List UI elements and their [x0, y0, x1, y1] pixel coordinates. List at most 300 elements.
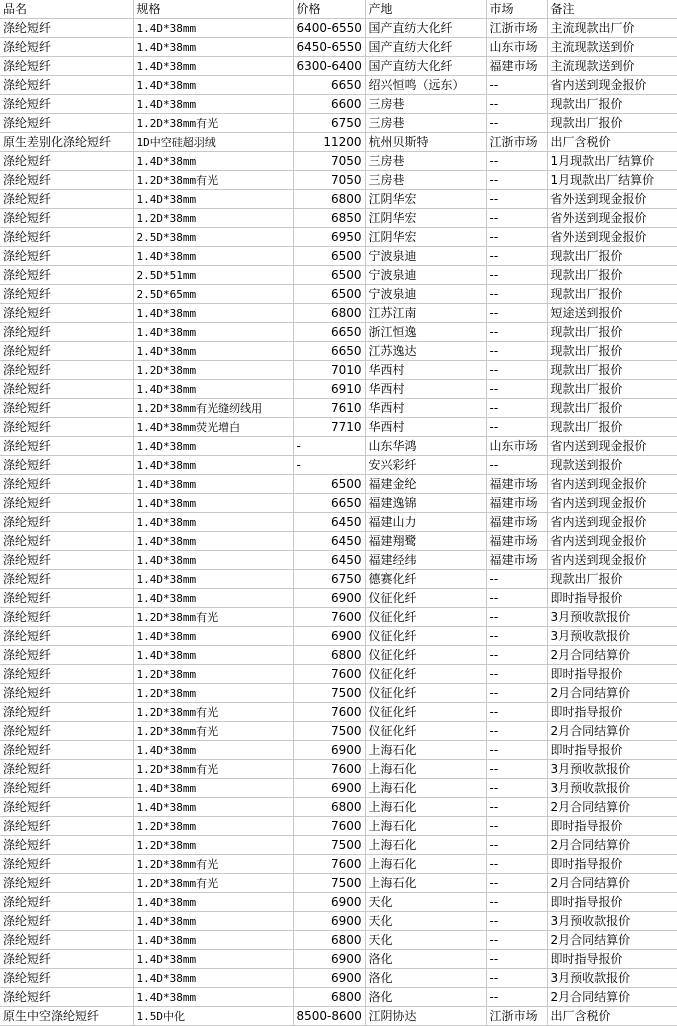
- market-cell: --: [486, 722, 547, 741]
- remark-cell: 2月合同结算价: [547, 646, 677, 665]
- price-cell: 6500: [293, 266, 365, 285]
- remark-cell: 即时指导报价: [547, 893, 677, 912]
- product-name-cell: 涤纶短纤: [0, 665, 133, 684]
- market-cell: --: [486, 152, 547, 171]
- product-name-cell: 涤纶短纤: [0, 589, 133, 608]
- spec-cell: 2.5D*38mm: [133, 228, 293, 247]
- spec-cell: 1.2D*38mm有光: [133, 703, 293, 722]
- market-cell: --: [486, 969, 547, 988]
- price-cell: 6850: [293, 209, 365, 228]
- market-cell: 江浙市场: [486, 1007, 547, 1026]
- origin-cell: 宁波泉迪: [365, 266, 486, 285]
- product-name-cell: 涤纶短纤: [0, 684, 133, 703]
- header-market: 市场: [486, 0, 547, 19]
- price-cell: 6650: [293, 76, 365, 95]
- origin-cell: 江阴华宏: [365, 228, 486, 247]
- market-cell: --: [486, 285, 547, 304]
- spec-cell: 2.5D*51mm: [133, 266, 293, 285]
- price-cell: 7710: [293, 418, 365, 437]
- table-row: [0, 665, 677, 684]
- table-row: [0, 969, 677, 988]
- product-name-cell: 涤纶短纤: [0, 266, 133, 285]
- origin-cell: 国产直纺大化纤: [365, 57, 486, 76]
- product-name-cell: 涤纶短纤: [0, 722, 133, 741]
- market-cell: --: [486, 988, 547, 1007]
- origin-cell: 仪征化纤: [365, 646, 486, 665]
- remark-cell: 现款出厂报价: [547, 114, 677, 133]
- remark-cell: 2月合同结算价: [547, 874, 677, 893]
- spec-cell: 1.2D*38mm: [133, 684, 293, 703]
- price-cell: 11200: [293, 133, 365, 152]
- price-cell: 7010: [293, 361, 365, 380]
- product-name-cell: 涤纶短纤: [0, 779, 133, 798]
- origin-cell: 宁波泉迪: [365, 285, 486, 304]
- remark-cell: 现款出厂报价: [547, 361, 677, 380]
- origin-cell: 仪征化纤: [365, 627, 486, 646]
- market-cell: --: [486, 171, 547, 190]
- table-row: [0, 209, 677, 228]
- product-name-cell: 涤纶短纤: [0, 741, 133, 760]
- market-cell: --: [486, 874, 547, 893]
- market-cell: --: [486, 665, 547, 684]
- table-row: [0, 494, 677, 513]
- market-cell: 福建市场: [486, 475, 547, 494]
- remark-cell: 1月现款出厂结算价: [547, 171, 677, 190]
- spec-cell: 1.4D*38mm: [133, 494, 293, 513]
- remark-cell: 即时指导报价: [547, 665, 677, 684]
- remark-cell: 2月合同结算价: [547, 798, 677, 817]
- remark-cell: 省内送到现金报价: [547, 551, 677, 570]
- origin-cell: 仪征化纤: [365, 722, 486, 741]
- price-cell: 6900: [293, 969, 365, 988]
- market-cell: --: [486, 741, 547, 760]
- price-cell: 7600: [293, 608, 365, 627]
- table-row: [0, 988, 677, 1007]
- price-cell: 6450: [293, 551, 365, 570]
- price-cell: 7600: [293, 703, 365, 722]
- table-row: [0, 950, 677, 969]
- price-cell: 6450: [293, 513, 365, 532]
- remark-cell: 省外送到现金报价: [547, 228, 677, 247]
- table-row: [0, 152, 677, 171]
- header-spec: 规格: [133, 0, 293, 19]
- spec-cell: 2.5D*65mm: [133, 285, 293, 304]
- product-name-cell: 涤纶短纤: [0, 760, 133, 779]
- market-cell: 江浙市场: [486, 19, 547, 38]
- spec-cell: 1.4D*38mm: [133, 190, 293, 209]
- table-row: [0, 836, 677, 855]
- price-cell: 6500: [293, 475, 365, 494]
- remark-cell: 主流现款送到价: [547, 57, 677, 76]
- table-row: [0, 627, 677, 646]
- price-cell: 6600: [293, 95, 365, 114]
- origin-cell: 三房巷: [365, 171, 486, 190]
- table-row: [0, 893, 677, 912]
- spec-cell: 1.4D*38mm: [133, 570, 293, 589]
- remark-cell: 省内送到现金报价: [547, 76, 677, 95]
- origin-cell: 江阴协达: [365, 1007, 486, 1026]
- origin-cell: 山东华鸿: [365, 437, 486, 456]
- price-cell: 7500: [293, 874, 365, 893]
- price-cell: -: [293, 456, 365, 475]
- price-cell: 6800: [293, 931, 365, 950]
- origin-cell: 上海石化: [365, 874, 486, 893]
- product-name-cell: 涤纶短纤: [0, 342, 133, 361]
- origin-cell: 华西村: [365, 380, 486, 399]
- table-row: [0, 76, 677, 95]
- table-row: [0, 380, 677, 399]
- remark-cell: 即时指导报价: [547, 817, 677, 836]
- product-name-cell: 涤纶短纤: [0, 969, 133, 988]
- price-cell: 6300-6400: [293, 57, 365, 76]
- table-row: [0, 475, 677, 494]
- product-name-cell: 涤纶短纤: [0, 551, 133, 570]
- product-name-cell: 涤纶短纤: [0, 836, 133, 855]
- remark-cell: 3月预收款报价: [547, 627, 677, 646]
- price-cell: 7500: [293, 684, 365, 703]
- origin-cell: 天化: [365, 912, 486, 931]
- product-name-cell: 涤纶短纤: [0, 323, 133, 342]
- market-cell: --: [486, 798, 547, 817]
- table-row: [0, 931, 677, 950]
- remark-cell: 即时指导报价: [547, 703, 677, 722]
- origin-cell: 上海石化: [365, 741, 486, 760]
- spec-cell: 1.4D*38mm: [133, 627, 293, 646]
- spec-cell: 1.2D*38mm有光: [133, 760, 293, 779]
- spec-cell: 1.2D*38mm: [133, 209, 293, 228]
- remark-cell: 现款出厂报价: [547, 247, 677, 266]
- product-name-cell: 原生中空涤纶短纤: [0, 1007, 133, 1026]
- product-name-cell: 涤纶短纤: [0, 532, 133, 551]
- price-cell: 6500: [293, 247, 365, 266]
- market-cell: --: [486, 266, 547, 285]
- spec-cell: 1.5D中化: [133, 1007, 293, 1026]
- product-name-cell: 涤纶短纤: [0, 247, 133, 266]
- spec-cell: 1D中空硅超羽绒: [133, 133, 293, 152]
- origin-cell: 江苏江南: [365, 304, 486, 323]
- header-origin: 产地: [365, 0, 486, 19]
- spec-cell: 1.2D*38mm有光: [133, 608, 293, 627]
- remark-cell: 现款出厂报价: [547, 285, 677, 304]
- origin-cell: 上海石化: [365, 817, 486, 836]
- origin-cell: 江阴华宏: [365, 209, 486, 228]
- spec-cell: 1.4D*38mm: [133, 912, 293, 931]
- product-name-cell: 涤纶短纤: [0, 95, 133, 114]
- product-name-cell: 涤纶短纤: [0, 874, 133, 893]
- remark-cell: 省外送到现金报价: [547, 190, 677, 209]
- product-name-cell: 原生差别化涤纶短纤: [0, 133, 133, 152]
- product-name-cell: 涤纶短纤: [0, 931, 133, 950]
- table-row: [0, 779, 677, 798]
- market-cell: --: [486, 456, 547, 475]
- remark-cell: 省内送到现金报价: [547, 494, 677, 513]
- product-name-cell: 涤纶短纤: [0, 228, 133, 247]
- product-name-cell: 涤纶短纤: [0, 912, 133, 931]
- table-row: [0, 1007, 677, 1026]
- origin-cell: 仪征化纤: [365, 684, 486, 703]
- remark-cell: 短途送到报价: [547, 304, 677, 323]
- price-cell: 6650: [293, 323, 365, 342]
- table-row: [0, 532, 677, 551]
- price-cell: 8500-8600: [293, 1007, 365, 1026]
- remark-cell: 现款出厂报价: [547, 95, 677, 114]
- origin-cell: 华西村: [365, 399, 486, 418]
- spec-cell: 1.4D*38mm: [133, 741, 293, 760]
- market-cell: --: [486, 608, 547, 627]
- remark-cell: 出厂含税价: [547, 133, 677, 152]
- price-cell: 6450-6550: [293, 38, 365, 57]
- remark-cell: 2月合同结算价: [547, 931, 677, 950]
- origin-cell: 洛化: [365, 950, 486, 969]
- market-cell: --: [486, 646, 547, 665]
- product-name-cell: 涤纶短纤: [0, 855, 133, 874]
- spec-cell: 1.4D*38mm: [133, 988, 293, 1007]
- price-cell: 6900: [293, 912, 365, 931]
- product-name-cell: 涤纶短纤: [0, 209, 133, 228]
- market-cell: --: [486, 912, 547, 931]
- product-name-cell: 涤纶短纤: [0, 361, 133, 380]
- spec-cell: 1.4D*38mm: [133, 798, 293, 817]
- header-remark: 备注: [547, 0, 677, 19]
- price-cell: 7500: [293, 722, 365, 741]
- market-cell: 福建市场: [486, 57, 547, 76]
- market-cell: --: [486, 627, 547, 646]
- price-cell: 7600: [293, 760, 365, 779]
- origin-cell: 华西村: [365, 418, 486, 437]
- origin-cell: 绍兴恒鸣（远东）: [365, 76, 486, 95]
- price-cell: 6900: [293, 893, 365, 912]
- header-price: 价格: [293, 0, 365, 19]
- remark-cell: 省外送到现金报价: [547, 209, 677, 228]
- remark-cell: 现款出厂报价: [547, 418, 677, 437]
- origin-cell: 上海石化: [365, 779, 486, 798]
- origin-cell: 德赛化纤: [365, 570, 486, 589]
- origin-cell: 三房巷: [365, 95, 486, 114]
- spec-cell: 1.2D*38mm: [133, 836, 293, 855]
- market-cell: --: [486, 380, 547, 399]
- product-name-cell: 涤纶短纤: [0, 703, 133, 722]
- spec-cell: 1.4D*38mm: [133, 19, 293, 38]
- product-name-cell: 涤纶短纤: [0, 418, 133, 437]
- table-row: [0, 760, 677, 779]
- remark-cell: 省内送到现金报价: [547, 513, 677, 532]
- product-name-cell: 涤纶短纤: [0, 437, 133, 456]
- product-name-cell: 涤纶短纤: [0, 494, 133, 513]
- price-cell: 7050: [293, 152, 365, 171]
- header-product-name: 品名: [0, 0, 133, 19]
- remark-cell: 3月预收款报价: [547, 608, 677, 627]
- remark-cell: 省内送到现金报价: [547, 532, 677, 551]
- spec-cell: 1.4D*38mm: [133, 893, 293, 912]
- product-name-cell: 涤纶短纤: [0, 380, 133, 399]
- table-row: [0, 304, 677, 323]
- market-cell: --: [486, 950, 547, 969]
- table-row: [0, 228, 677, 247]
- market-cell: --: [486, 893, 547, 912]
- origin-cell: 天化: [365, 931, 486, 950]
- origin-cell: 仪征化纤: [365, 703, 486, 722]
- table-row: [0, 551, 677, 570]
- origin-cell: 华西村: [365, 361, 486, 380]
- market-cell: --: [486, 855, 547, 874]
- spec-cell: 1.2D*38mm有光: [133, 171, 293, 190]
- spec-cell: 1.4D*38mm: [133, 57, 293, 76]
- product-name-cell: 涤纶短纤: [0, 190, 133, 209]
- market-cell: --: [486, 684, 547, 703]
- origin-cell: 上海石化: [365, 836, 486, 855]
- product-name-cell: 涤纶短纤: [0, 57, 133, 76]
- product-name-cell: 涤纶短纤: [0, 950, 133, 969]
- product-name-cell: 涤纶短纤: [0, 114, 133, 133]
- market-cell: --: [486, 95, 547, 114]
- market-cell: --: [486, 361, 547, 380]
- table-row: [0, 912, 677, 931]
- market-cell: 山东市场: [486, 437, 547, 456]
- product-name-cell: 涤纶短纤: [0, 285, 133, 304]
- price-cell: 6900: [293, 779, 365, 798]
- product-name-cell: 涤纶短纤: [0, 893, 133, 912]
- table-row: [0, 646, 677, 665]
- spec-cell: 1.2D*38mm有光: [133, 874, 293, 893]
- market-cell: 福建市场: [486, 532, 547, 551]
- spec-cell: 1.4D*38mm: [133, 646, 293, 665]
- price-cell: 7050: [293, 171, 365, 190]
- table-row: [0, 114, 677, 133]
- product-name-cell: 涤纶短纤: [0, 152, 133, 171]
- price-cell: 6900: [293, 627, 365, 646]
- remark-cell: 3月预收款报价: [547, 912, 677, 931]
- remark-cell: 出厂含税价: [547, 1007, 677, 1026]
- price-cell: 6950: [293, 228, 365, 247]
- remark-cell: 现款出厂报价: [547, 570, 677, 589]
- product-name-cell: 涤纶短纤: [0, 171, 133, 190]
- spec-cell: 1.2D*38mm有光: [133, 722, 293, 741]
- price-cell: 7600: [293, 817, 365, 836]
- table-row: [0, 456, 677, 475]
- table-row: [0, 57, 677, 76]
- remark-cell: 3月预收款报价: [547, 760, 677, 779]
- origin-cell: 仪征化纤: [365, 608, 486, 627]
- market-cell: 江浙市场: [486, 133, 547, 152]
- product-name-cell: 涤纶短纤: [0, 38, 133, 57]
- product-name-cell: 涤纶短纤: [0, 399, 133, 418]
- remark-cell: 现款出厂报价: [547, 266, 677, 285]
- origin-cell: 三房巷: [365, 152, 486, 171]
- remark-cell: 即时指导报价: [547, 950, 677, 969]
- market-cell: 福建市场: [486, 551, 547, 570]
- remark-cell: 主流现款送到价: [547, 38, 677, 57]
- product-name-cell: 涤纶短纤: [0, 988, 133, 1007]
- origin-cell: 福建逸锦: [365, 494, 486, 513]
- price-cell: 6800: [293, 646, 365, 665]
- spec-cell: 1.4D*38mm: [133, 931, 293, 950]
- market-cell: 山东市场: [486, 38, 547, 57]
- product-name-cell: 涤纶短纤: [0, 798, 133, 817]
- price-cell: 6800: [293, 190, 365, 209]
- product-name-cell: 涤纶短纤: [0, 627, 133, 646]
- remark-cell: 现款送到报价: [547, 456, 677, 475]
- price-cell: 6900: [293, 950, 365, 969]
- market-cell: --: [486, 703, 547, 722]
- spec-cell: 1.4D*38mm: [133, 475, 293, 494]
- remark-cell: 现款出厂报价: [547, 380, 677, 399]
- table-row: [0, 608, 677, 627]
- market-cell: --: [486, 209, 547, 228]
- spec-cell: 1.4D*38mm: [133, 323, 293, 342]
- market-cell: --: [486, 817, 547, 836]
- table-row: [0, 513, 677, 532]
- remark-cell: 现款出厂报价: [547, 399, 677, 418]
- product-name-cell: 涤纶短纤: [0, 817, 133, 836]
- remark-cell: 即时指导报价: [547, 589, 677, 608]
- price-cell: 6750: [293, 114, 365, 133]
- table-row: [0, 703, 677, 722]
- remark-cell: 2月合同结算价: [547, 836, 677, 855]
- origin-cell: 宁波泉迪: [365, 247, 486, 266]
- table-row: [0, 285, 677, 304]
- price-cell: 6400-6550: [293, 19, 365, 38]
- spec-cell: 1.4D*38mm: [133, 247, 293, 266]
- product-name-cell: 涤纶短纤: [0, 608, 133, 627]
- origin-cell: 江苏逸达: [365, 342, 486, 361]
- origin-cell: 浙江恒逸: [365, 323, 486, 342]
- table-row: [0, 722, 677, 741]
- price-cell: 6800: [293, 304, 365, 323]
- origin-cell: 上海石化: [365, 798, 486, 817]
- spec-cell: 1.4D*38mm: [133, 779, 293, 798]
- table-row: [0, 342, 677, 361]
- remark-cell: 3月预收款报价: [547, 779, 677, 798]
- table-row: [0, 171, 677, 190]
- price-cell: 6500: [293, 285, 365, 304]
- market-cell: --: [486, 399, 547, 418]
- spec-cell: 1.4D*38mm: [133, 76, 293, 95]
- origin-cell: 上海石化: [365, 855, 486, 874]
- product-name-cell: 涤纶短纤: [0, 475, 133, 494]
- market-cell: --: [486, 247, 547, 266]
- origin-cell: 福建金纶: [365, 475, 486, 494]
- spec-cell: 1.4D*38mm荧光增白: [133, 418, 293, 437]
- table-row: [0, 266, 677, 285]
- price-cell: 6450: [293, 532, 365, 551]
- table-row: [0, 361, 677, 380]
- price-cell: 6750: [293, 570, 365, 589]
- table-row: [0, 817, 677, 836]
- spec-cell: 1.4D*38mm: [133, 437, 293, 456]
- product-name-cell: 涤纶短纤: [0, 76, 133, 95]
- price-cell: 6650: [293, 342, 365, 361]
- product-name-cell: 涤纶短纤: [0, 570, 133, 589]
- spec-cell: 1.4D*38mm: [133, 456, 293, 475]
- price-cell: 7500: [293, 836, 365, 855]
- spec-cell: 1.2D*38mm有光缝纫线用: [133, 399, 293, 418]
- market-cell: --: [486, 931, 547, 950]
- remark-cell: 省内送到现金报价: [547, 437, 677, 456]
- spec-cell: 1.4D*38mm: [133, 532, 293, 551]
- market-cell: --: [486, 589, 547, 608]
- table-row: [0, 190, 677, 209]
- table-row: [0, 798, 677, 817]
- table-row: [0, 95, 677, 114]
- market-cell: --: [486, 228, 547, 247]
- origin-cell: 仪征化纤: [365, 589, 486, 608]
- origin-cell: 洛化: [365, 988, 486, 1007]
- market-cell: --: [486, 836, 547, 855]
- origin-cell: 三房巷: [365, 114, 486, 133]
- spec-cell: 1.4D*38mm: [133, 380, 293, 399]
- table-row: [0, 399, 677, 418]
- spec-cell: 1.2D*38mm有光: [133, 855, 293, 874]
